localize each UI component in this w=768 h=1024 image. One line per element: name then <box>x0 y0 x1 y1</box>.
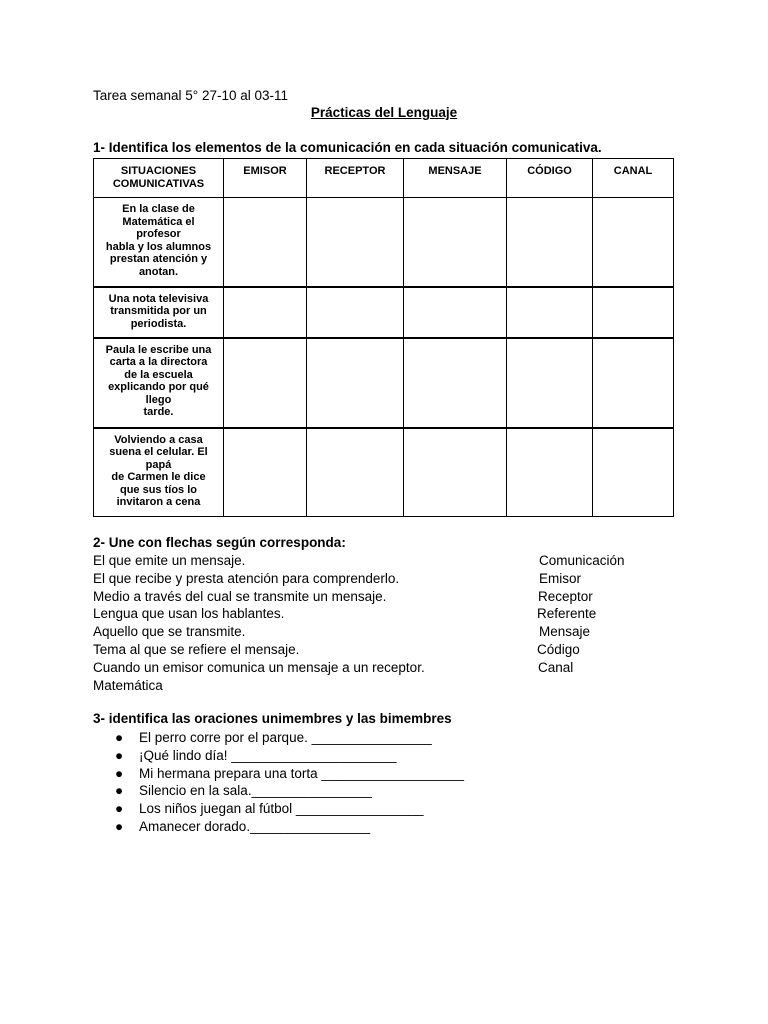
column-header-receptor: RECEPTOR <box>307 159 404 198</box>
receptor-answer-cell[interactable] <box>307 287 404 338</box>
list-item <box>93 747 464 765</box>
mensaje-answer-cell[interactable] <box>404 428 507 517</box>
codigo-answer-cell[interactable] <box>507 338 593 428</box>
column-header-situations: SITUACIONES COMUNICATIVAS <box>94 159 224 198</box>
column-header-codigo: CÓDIGO <box>507 159 593 198</box>
codigo-answer-cell[interactable] <box>507 428 593 517</box>
definition-item: El que emite un mensaje. <box>93 553 246 568</box>
sentence-text: Los niños juegan al fútbol _________________ <box>139 801 424 817</box>
term-item: Código <box>537 641 580 657</box>
bullet-icon: ● <box>115 747 124 763</box>
mensaje-answer-cell[interactable] <box>404 338 507 428</box>
bullet-icon: ● <box>115 783 124 799</box>
section-3-heading: 3- identifica las oraciones unimembres y las bimembres <box>93 711 452 726</box>
list-item <box>93 782 464 800</box>
table-header-row <box>94 159 674 198</box>
situation-cell: Volviendo a casa suena el celular. El papá de Carmen le dice que sus tíos lo invitaron a cena <box>94 428 224 517</box>
page-title: Prácticas del Lenguaje <box>310 105 458 120</box>
codigo-answer-cell[interactable] <box>507 198 593 287</box>
canal-answer-cell[interactable] <box>593 287 674 338</box>
emisor-answer-cell[interactable] <box>224 287 307 338</box>
term-item: Receptor <box>538 588 593 604</box>
table-row <box>94 198 674 287</box>
bullet-icon: ● <box>115 730 124 745</box>
canal-answer-cell[interactable] <box>593 428 674 517</box>
canal-answer-cell[interactable] <box>593 198 674 287</box>
sentence-text: El perro corre por el parque. ________________ <box>139 730 432 745</box>
situation-cell: En la clase de Matemática el profesor habla y los alumnos prestan atención y anotan. <box>94 198 224 287</box>
sentence-list <box>93 729 464 836</box>
definition-item: Medio a través del cual se transmite un mensaje. <box>93 588 387 604</box>
emisor-answer-cell[interactable] <box>224 198 307 287</box>
list-item <box>93 729 464 747</box>
term-item: Referente <box>537 606 597 622</box>
receptor-answer-cell[interactable] <box>307 338 404 428</box>
definition-item: Tema al que se refiere el mensaje. <box>93 641 300 657</box>
definition-item: Aquello que se transmite. <box>93 624 246 640</box>
definitions-list <box>93 552 425 694</box>
receptor-answer-cell[interactable] <box>307 198 404 287</box>
emisor-answer-cell[interactable] <box>224 338 307 428</box>
table-row <box>94 287 674 338</box>
codigo-answer-cell[interactable] <box>507 287 593 338</box>
term-item: Emisor <box>539 570 582 586</box>
table-row <box>94 338 674 428</box>
mensaje-answer-cell[interactable] <box>404 198 507 287</box>
mensaje-answer-cell[interactable] <box>404 287 507 338</box>
list-item <box>93 800 464 818</box>
bullet-icon: ● <box>115 801 124 817</box>
section-1-heading: 1- Identifica los elementos de la comunicación en cada situación comunicativa. <box>93 140 602 155</box>
sentence-text: Mi hermana prepara una torta ___________________ <box>139 765 465 781</box>
column-header-canal: CANAL <box>593 159 674 198</box>
column-header-emisor: EMISOR <box>224 159 307 198</box>
column-header-mensaje: MENSAJE <box>404 159 507 198</box>
receptor-answer-cell[interactable] <box>307 428 404 517</box>
list-item <box>93 765 464 783</box>
sentence-text: Silencio en la sala.________________ <box>139 783 372 799</box>
definition-item: Lengua que usan los hablantes. <box>93 606 285 622</box>
situation-cell: Una nota televisiva transmitida por un periodista. <box>94 287 224 338</box>
definition-item: Matemática <box>93 677 163 693</box>
term-item: Canal <box>538 659 574 675</box>
term-item: Comunicación <box>539 553 625 568</box>
canal-answer-cell[interactable] <box>593 338 674 428</box>
bullet-icon: ● <box>115 765 124 781</box>
term-item: Mensaje <box>539 624 591 640</box>
emisor-answer-cell[interactable] <box>224 428 307 517</box>
sentence-text: Amanecer dorado.________________ <box>139 818 371 834</box>
section-2-heading: 2- Une con flechas según corresponda: <box>93 535 346 550</box>
list-item <box>93 818 464 836</box>
table-row <box>94 428 674 517</box>
communication-table <box>93 158 674 517</box>
bullet-icon: ● <box>115 818 124 834</box>
situation-cell: Paula le escribe una carta a la directora de la escuela explicando por qué llego tarde. <box>94 338 224 428</box>
terms-list <box>537 552 625 677</box>
definition-item: El que recibe y presta atención para comprenderlo. <box>93 570 400 586</box>
sentence-text: ¡Qué lindo día! ______________________ <box>139 747 397 763</box>
definition-item: Cuando un emisor comunica un mensaje a un receptor. <box>93 659 425 675</box>
assignment-line: Tarea semanal 5° 27-10 al 03-11 <box>93 88 289 103</box>
